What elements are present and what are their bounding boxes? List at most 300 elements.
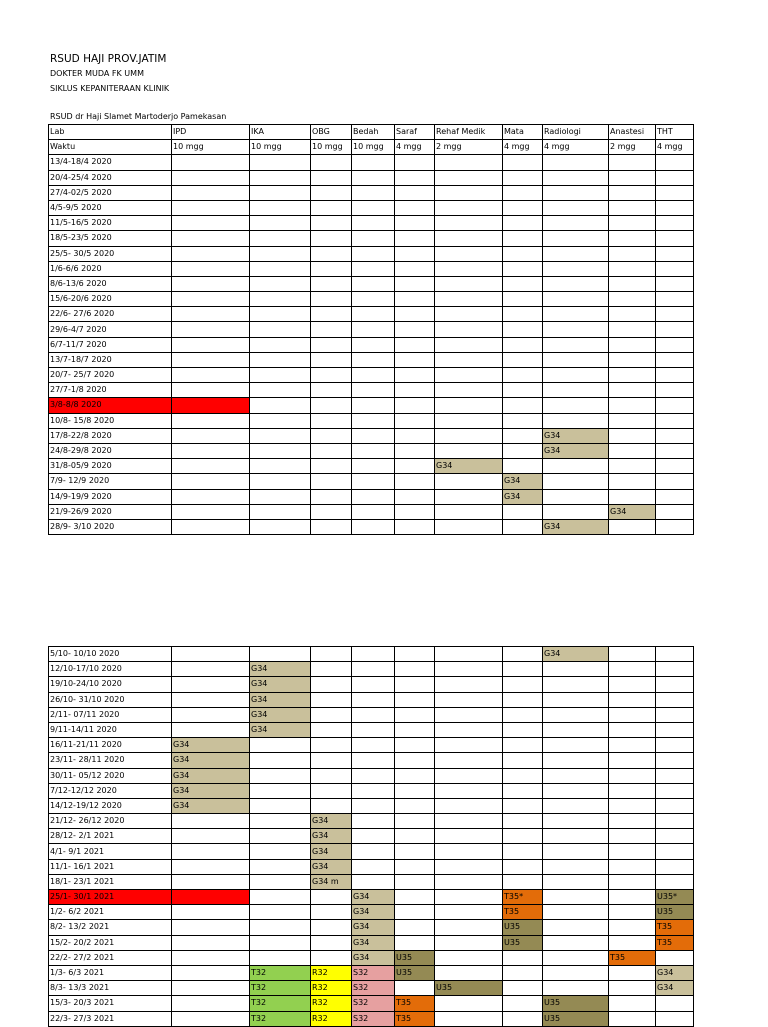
empty-cell [609,261,656,276]
empty-cell [395,307,435,322]
empty-cell [656,170,694,185]
empty-cell [311,738,352,753]
empty-cell [395,276,435,291]
empty-cell [435,950,503,965]
rotation-group-cell: G34 [250,692,311,707]
rotation-group-cell: T35 [503,905,543,920]
empty-cell [172,170,250,185]
empty-cell [503,677,543,692]
empty-cell [311,692,352,707]
empty-cell [250,292,311,307]
empty-cell [172,276,250,291]
empty-cell [656,155,694,170]
empty-cell [503,276,543,291]
empty-cell [311,352,352,367]
empty-cell [250,859,311,874]
table-row [49,692,694,707]
empty-cell [656,246,694,261]
empty-cell [172,874,250,889]
empty-cell [352,459,395,474]
rotation-group-cell: T35 [609,950,656,965]
empty-cell [352,814,395,829]
empty-cell [543,307,609,322]
empty-cell [352,844,395,859]
empty-cell [609,844,656,859]
header-cell: 10 mgg [352,140,395,155]
empty-cell [395,707,435,722]
empty-cell [395,829,435,844]
empty-cell [435,783,503,798]
empty-cell [311,504,352,519]
empty-cell [435,874,503,889]
empty-cell [395,261,435,276]
empty-cell [395,677,435,692]
empty-cell [503,459,543,474]
empty-cell [311,276,352,291]
table-row [49,965,694,980]
date-range-cell: 13/4-18/4 2020 [49,155,172,170]
empty-cell [250,307,311,322]
empty-cell [172,981,250,996]
rotation-group-cell: T35 [395,996,435,1011]
rotation-group-cell: S32 [352,996,395,1011]
empty-cell [435,647,503,662]
empty-cell [435,707,503,722]
date-range-cell: 21/9-26/9 2020 [49,504,172,519]
empty-cell [172,692,250,707]
empty-cell [250,935,311,950]
empty-cell [503,292,543,307]
empty-cell [395,474,435,489]
empty-cell [395,155,435,170]
rotation-group-cell: U35 [435,981,503,996]
empty-cell [250,504,311,519]
empty-cell [656,261,694,276]
empty-cell [609,662,656,677]
empty-cell [311,185,352,200]
rotation-group-cell: T32 [250,965,311,980]
empty-cell [311,722,352,737]
empty-cell [656,768,694,783]
empty-cell [503,798,543,813]
empty-cell [656,276,694,291]
empty-cell [311,398,352,413]
empty-cell [250,890,311,905]
table-row [49,950,694,965]
date-range-cell: 17/8-22/8 2020 [49,428,172,443]
empty-cell [311,383,352,398]
empty-cell [609,677,656,692]
empty-cell [435,996,503,1011]
empty-cell [311,474,352,489]
empty-cell [435,185,503,200]
header-cell: IKA [250,125,311,140]
empty-cell [172,647,250,662]
table-row [49,231,694,246]
table-row [49,459,694,474]
empty-cell [656,844,694,859]
empty-cell [172,859,250,874]
header-cell: Waktu [49,140,172,155]
rotation-group-cell: G34 [503,474,543,489]
date-range-cell: 31/8-05/9 2020 [49,459,172,474]
empty-cell [172,352,250,367]
date-range-cell: 12/10-17/10 2020 [49,662,172,677]
empty-cell [435,738,503,753]
rotation-group-cell: U35 [395,965,435,980]
empty-cell [503,443,543,458]
empty-cell [543,398,609,413]
date-range-cell: 15/2- 20/2 2021 [49,935,172,950]
empty-cell [503,722,543,737]
empty-cell [395,662,435,677]
empty-cell [503,337,543,352]
empty-cell [609,890,656,905]
empty-cell [395,981,435,996]
date-range-cell: 29/6-4/7 2020 [49,322,172,337]
empty-cell [311,890,352,905]
empty-cell [543,738,609,753]
empty-cell [250,185,311,200]
empty-cell [435,519,503,534]
empty-cell [503,200,543,215]
table-row [49,935,694,950]
empty-cell [250,814,311,829]
table-row [49,216,694,231]
rotation-group-cell: R32 [311,981,352,996]
rotation-group-cell: G34 [503,489,543,504]
report-cycle-label: SIKLUS KEPANITERAAN KLINIK [50,84,170,93]
rotation-group-cell: G34 [172,753,250,768]
empty-cell [609,489,656,504]
empty-cell [250,261,311,276]
rotation-group-cell: T32 [250,1011,311,1026]
empty-cell [352,368,395,383]
empty-cell [395,768,435,783]
empty-cell [543,155,609,170]
date-range-cell: 14/9-19/9 2020 [49,489,172,504]
rotation-group-cell: G34 [543,428,609,443]
table-row [49,276,694,291]
rotation-group-cell: T32 [250,981,311,996]
empty-cell [609,722,656,737]
empty-cell [352,859,395,874]
empty-cell [656,307,694,322]
empty-cell [503,383,543,398]
empty-cell [435,489,503,504]
empty-cell [656,216,694,231]
table-row [49,707,694,722]
empty-cell [543,216,609,231]
empty-cell [656,859,694,874]
empty-cell [609,307,656,322]
empty-cell [503,844,543,859]
empty-cell [656,692,694,707]
empty-cell [435,829,503,844]
empty-cell [352,662,395,677]
empty-cell [609,783,656,798]
rotation-group-cell: U35 [543,1011,609,1026]
table-row [49,504,694,519]
empty-cell [250,920,311,935]
empty-cell [352,753,395,768]
empty-cell [543,935,609,950]
table-row [49,383,694,398]
rotation-group-cell: S32 [352,965,395,980]
table-row [49,246,694,261]
header-cell: 4 mgg [503,140,543,155]
empty-cell [250,647,311,662]
empty-cell [352,519,395,534]
table-row [49,489,694,504]
empty-cell [172,935,250,950]
empty-cell [543,768,609,783]
empty-cell [395,459,435,474]
rotation-group-cell: G34 [250,662,311,677]
empty-cell [172,677,250,692]
empty-cell [656,519,694,534]
rotation-group-cell: R32 [311,1011,352,1026]
empty-cell [656,383,694,398]
empty-cell [250,428,311,443]
empty-cell [503,368,543,383]
empty-cell [503,155,543,170]
date-range-cell: 22/3- 27/3 2021 [49,1011,172,1026]
empty-cell [656,814,694,829]
empty-cell [172,504,250,519]
empty-cell [656,798,694,813]
empty-cell [609,185,656,200]
date-range-cell: 26/10- 31/10 2020 [49,692,172,707]
empty-cell [503,261,543,276]
empty-cell [609,292,656,307]
empty-cell [172,322,250,337]
empty-cell [609,170,656,185]
rotation-group-cell: U35* [656,890,694,905]
empty-cell [503,996,543,1011]
empty-cell [609,231,656,246]
empty-cell [435,322,503,337]
date-range-cell: 1/6-6/6 2020 [49,261,172,276]
date-range-cell: 3/8-8/8 2020 [49,398,172,413]
rotation-group-cell: T35 [395,1011,435,1026]
empty-cell [543,231,609,246]
rotation-group-cell: G34 [250,677,311,692]
empty-cell [395,874,435,889]
empty-cell [435,677,503,692]
empty-cell [656,428,694,443]
empty-cell [435,170,503,185]
empty-cell [352,200,395,215]
header-cell: 4 mgg [543,140,609,155]
empty-cell [609,413,656,428]
empty-cell [311,170,352,185]
empty-cell [395,231,435,246]
header-cell: Mata [503,125,543,140]
empty-cell [503,950,543,965]
empty-cell [395,352,435,367]
empty-cell [543,185,609,200]
table-row [49,428,694,443]
empty-cell [395,383,435,398]
table-row [49,768,694,783]
date-range-cell: 11/1- 16/1 2021 [49,859,172,874]
empty-cell [311,246,352,261]
empty-cell [172,398,250,413]
empty-cell [395,368,435,383]
empty-cell [543,292,609,307]
empty-cell [543,753,609,768]
empty-cell [609,337,656,352]
empty-cell [311,662,352,677]
empty-cell [250,368,311,383]
empty-cell [435,844,503,859]
header-cell: Anastesi [609,125,656,140]
empty-cell [311,707,352,722]
empty-cell [609,753,656,768]
empty-cell [503,216,543,231]
rotation-group-cell: G34 [543,647,609,662]
empty-cell [609,155,656,170]
empty-cell [352,738,395,753]
empty-cell [352,692,395,707]
rotation-group-cell: U35 [543,996,609,1011]
empty-cell [395,292,435,307]
table-row [49,155,694,170]
empty-cell [352,874,395,889]
empty-cell [609,428,656,443]
empty-cell [656,292,694,307]
empty-cell [395,519,435,534]
empty-cell [311,519,352,534]
table-row [49,814,694,829]
date-range-cell: 21/12- 26/12 2020 [49,814,172,829]
empty-cell [172,920,250,935]
empty-cell [435,504,503,519]
empty-cell [172,337,250,352]
table-row [49,519,694,534]
rotation-group-cell: G34 [352,935,395,950]
empty-cell [609,519,656,534]
empty-cell [395,413,435,428]
header-cell: 2 mgg [435,140,503,155]
empty-cell [311,753,352,768]
date-range-cell: 27/7-1/8 2020 [49,383,172,398]
empty-cell [395,890,435,905]
empty-cell [395,428,435,443]
empty-cell [656,443,694,458]
empty-cell [609,352,656,367]
empty-cell [435,398,503,413]
empty-cell [352,443,395,458]
empty-cell [435,383,503,398]
empty-cell [503,814,543,829]
empty-cell [543,261,609,276]
table-row [49,844,694,859]
empty-cell [503,692,543,707]
table-row [49,185,694,200]
empty-cell [172,155,250,170]
empty-cell [609,459,656,474]
header-cell: 10 mgg [311,140,352,155]
empty-cell [543,965,609,980]
empty-cell [656,231,694,246]
empty-cell [352,647,395,662]
header-cell: 10 mgg [250,140,311,155]
empty-cell [172,443,250,458]
empty-cell [656,783,694,798]
empty-cell [503,981,543,996]
empty-cell [656,352,694,367]
empty-cell [250,474,311,489]
empty-cell [543,489,609,504]
empty-cell [311,368,352,383]
empty-cell [352,798,395,813]
empty-cell [311,935,352,950]
empty-cell [656,647,694,662]
rotation-group-cell: G34 m [311,874,352,889]
empty-cell [352,707,395,722]
empty-cell [543,707,609,722]
empty-cell [435,662,503,677]
empty-cell [656,722,694,737]
date-range-cell: 1/3- 6/3 2021 [49,965,172,980]
empty-cell [609,647,656,662]
empty-cell [172,459,250,474]
empty-cell [250,443,311,458]
empty-cell [609,707,656,722]
empty-cell [250,155,311,170]
empty-cell [543,337,609,352]
empty-cell [352,383,395,398]
table-row [49,874,694,889]
date-range-cell: 27/4-02/5 2020 [49,185,172,200]
date-range-cell: 11/5-16/5 2020 [49,216,172,231]
empty-cell [311,307,352,322]
empty-cell [250,276,311,291]
table-row [49,722,694,737]
empty-cell [503,246,543,261]
schedule-table-bottom [48,646,694,1027]
empty-cell [503,829,543,844]
empty-cell [395,504,435,519]
empty-cell [250,413,311,428]
empty-cell [656,185,694,200]
empty-cell [172,292,250,307]
empty-cell [352,261,395,276]
header-cell: 4 mgg [395,140,435,155]
header-cell: Rehaf Medik [435,125,503,140]
table-row [49,905,694,920]
empty-cell [656,474,694,489]
empty-cell [250,950,311,965]
empty-cell [435,368,503,383]
table-row [49,413,694,428]
empty-cell [656,398,694,413]
empty-cell [172,216,250,231]
date-range-cell: 2/11- 07/11 2020 [49,707,172,722]
empty-cell [435,935,503,950]
date-range-cell: 18/5-23/5 2020 [49,231,172,246]
empty-cell [250,352,311,367]
date-range-cell: 23/11- 28/11 2020 [49,753,172,768]
empty-cell [503,428,543,443]
empty-cell [311,920,352,935]
empty-cell [311,950,352,965]
empty-cell [352,413,395,428]
empty-cell [172,200,250,215]
empty-cell [352,474,395,489]
